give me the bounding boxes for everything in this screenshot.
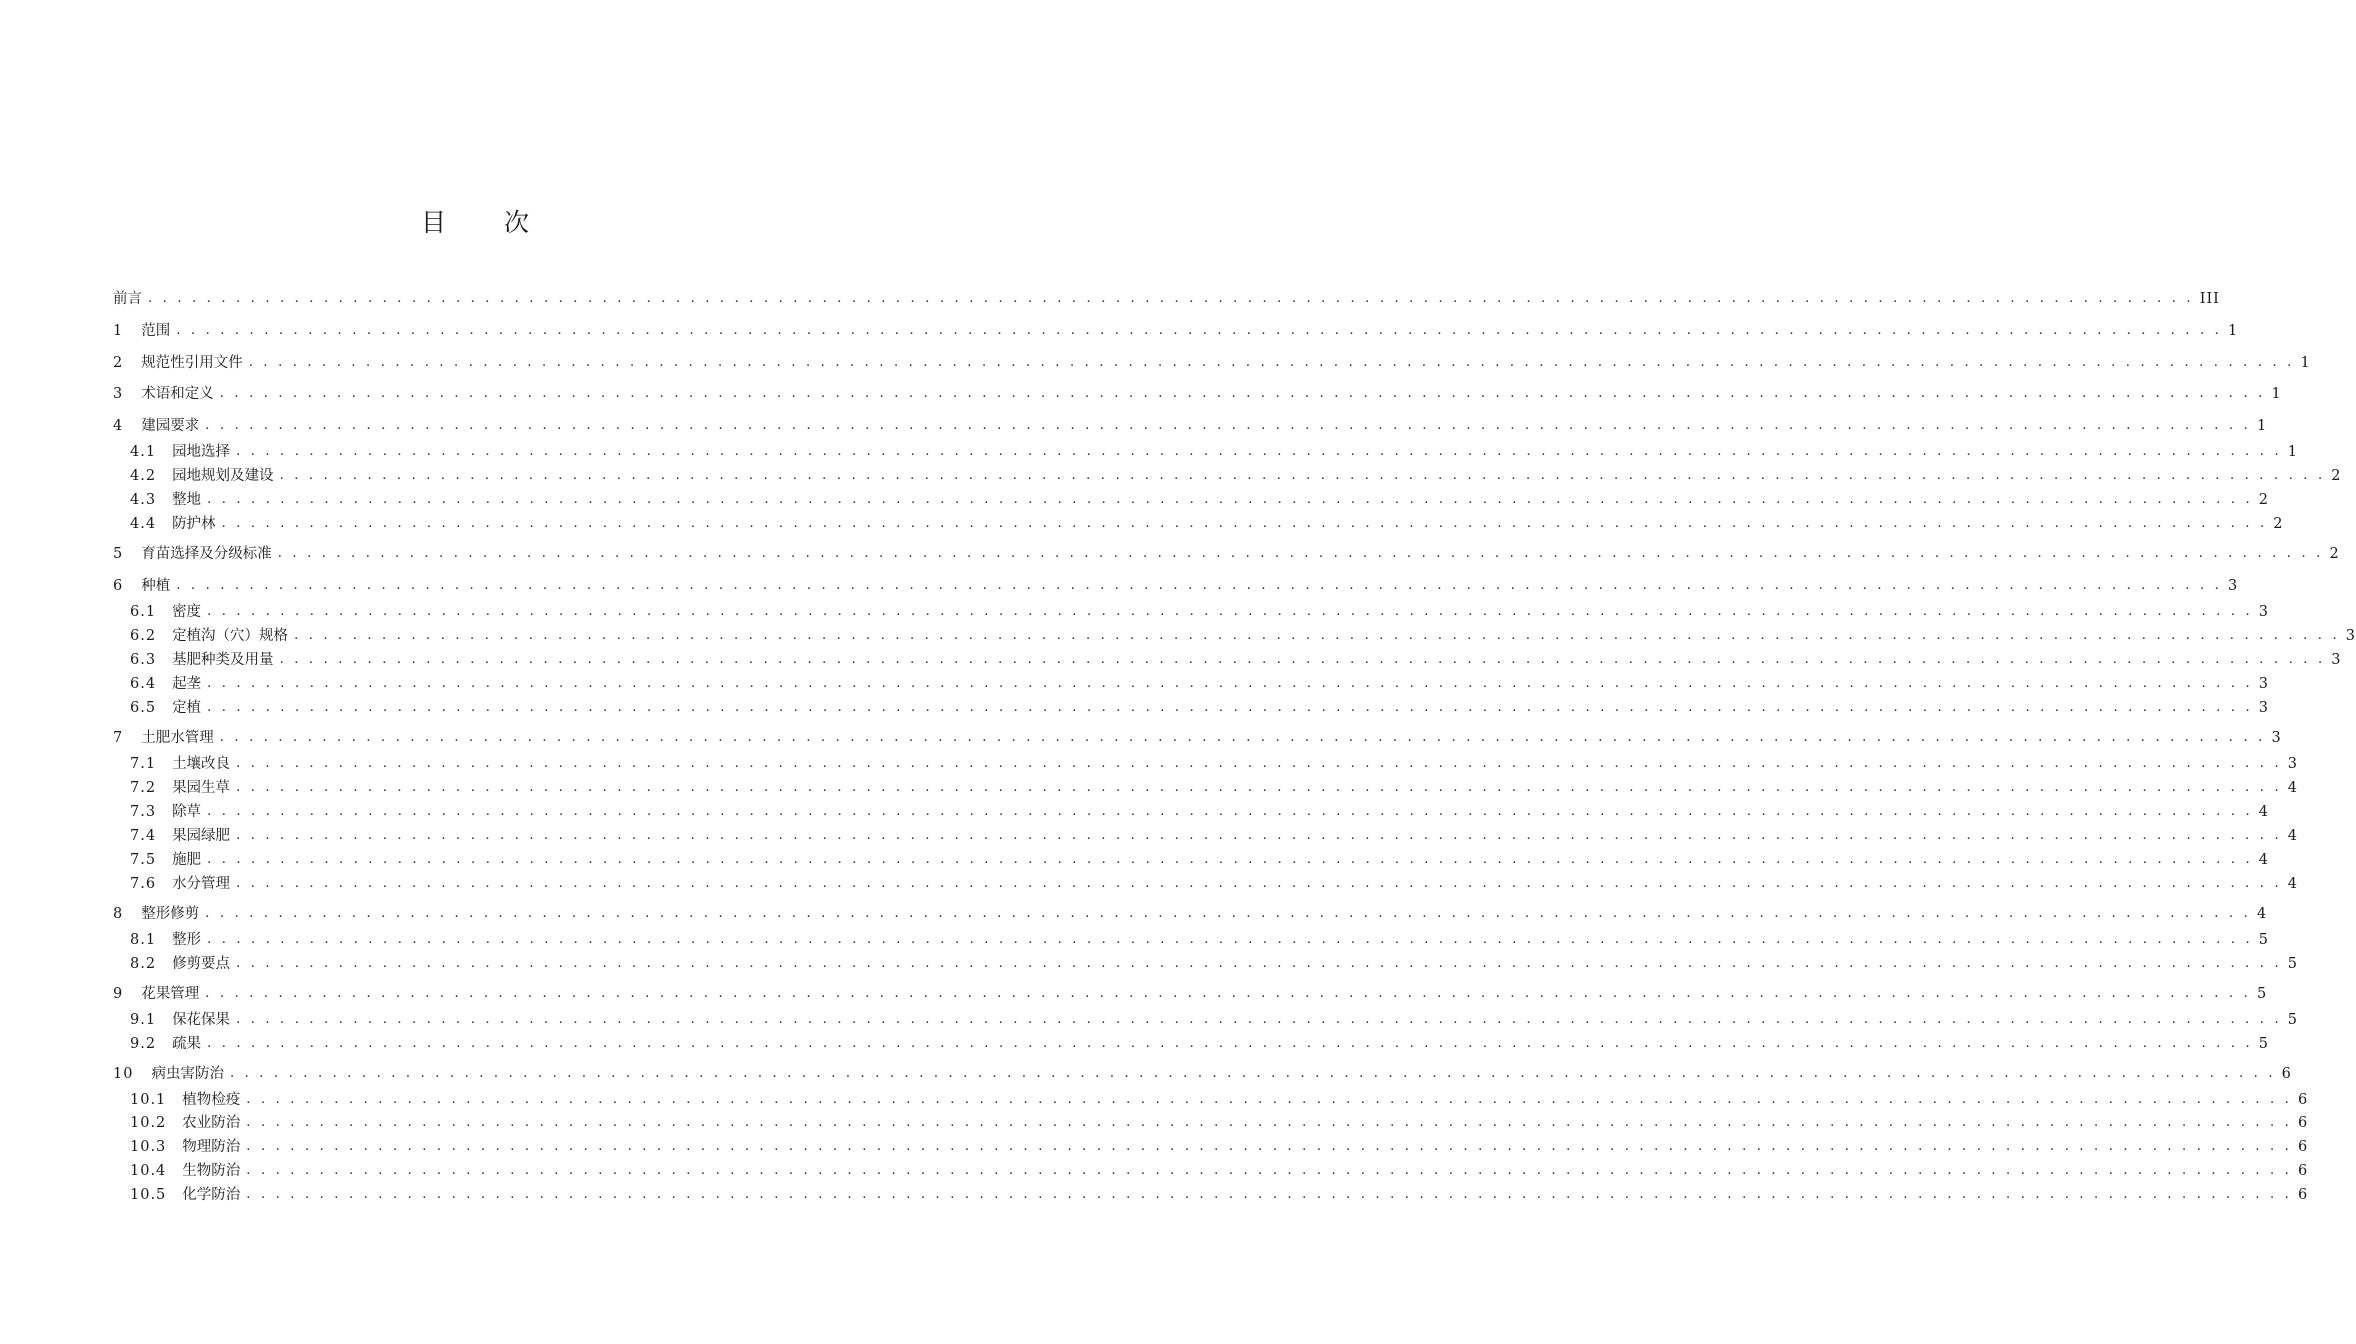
toc-entry-page: 1 [2256, 418, 2268, 434]
toc-entry-label: 土壤改良 [172, 756, 231, 772]
dot-leader: . . . . . . . . . . . . . . . . . . . . . . . . . . . . . . . . . . . . . . . . . . . . . . . . . . . . . . . . . . . . . . . . . . . . . . . . . . . . . . . . . . . . . . . . . . . . . . . . . . . . . . . . . . . . . . . . . . . . . . . . . . . . . . . . . . . . . . . . . . . . [176, 578, 2222, 593]
toc-entry-label: 定植 [172, 700, 202, 716]
toc-entry-page: 1 [2287, 444, 2299, 460]
toc-entry-page: 3 [2258, 700, 2270, 716]
toc-entry-label: 修剪要点 [172, 956, 231, 972]
toc-entry-number: 7.1 [130, 756, 157, 772]
toc-entry-number: 4.4 [130, 516, 157, 532]
dot-leader: . . . . . . . . . . . . . . . . . . . . . . . . . . . . . . . . . . . . . . . . . . . . . . . . . . . . . . . . . . . . . . . . . . . . . . . . . . . . . . . . . . . . . . . . . . . . . . . . . . . . . . . . . . . . . . . . . . . . . . . . . . . . . . . . . . . . . . . . . . . . [246, 1092, 2293, 1107]
toc-entry[interactable] [113, 384, 2282, 404]
toc-entry-label: 前言 [113, 291, 142, 307]
dot-leader: . . . . . . . . . . . . . . . . . . . . . . . . . . . . . . . . . . . . . . . . . . . . . . . . . . . . . . . . . . . . . . . . . . . . . . . . . . . . . . . . . . . . . . . . . . . . . . . . . . . . . . . . . . . . . . . . . . . . . . . . . . . . . . . . . . . . . . . . . . . . [207, 852, 2253, 867]
toc-entry-page: 6 [2298, 1115, 2309, 1131]
toc-entry-label: 保花保果 [172, 1012, 231, 1028]
dot-leader: . . . . . . . . . . . . . . . . . . . . . . . . . . . . . . . . . . . . . . . . . . . . . . . . . . . . . . . . . . . . . . . . . . . . . . . . . . . . . . . . . . . . . . . . . . . . . . . . . . . . . . . . . . . . . . . . . . . . . . . . . . . . . . . . . . . . . . . . . . . . [148, 291, 2194, 306]
toc-entry-page: 6 [2281, 1066, 2292, 1082]
toc-entry-label: 整地 [172, 492, 202, 508]
toc-entry-page: 3 [2345, 628, 2356, 644]
toc-entry[interactable] [130, 490, 2270, 510]
toc-entry[interactable] [130, 1137, 2309, 1157]
toc-entry[interactable] [130, 850, 2270, 870]
toc-entry-label: 农业防治 [182, 1115, 241, 1131]
dot-leader: . . . . . . . . . . . . . . . . . . . . . . . . . . . . . . . . . . . . . . . . . . . . . . . . . . . . . . . . . . . . . . . . . . . . . . . . . . . . . . . . . . . . . . . . . . . . . . . . . . . . . . . . . . . . . . . . . . . . . . . . . . . . . . . . . . . . . . . . . . . . [248, 355, 2295, 370]
toc-entry-label: 基肥种类及用量 [172, 652, 274, 668]
toc-entry-number: 6.5 [130, 700, 157, 716]
toc-entry-number: 6 [113, 578, 124, 594]
toc-entry-label: 物理防治 [182, 1139, 241, 1155]
toc-entry-number: 8.1 [130, 932, 157, 948]
toc-entry[interactable] [130, 954, 2299, 974]
page-title-right: 次 [504, 208, 530, 237]
toc-entry[interactable] [113, 321, 2239, 341]
toc-entry-page: 4 [2287, 780, 2299, 796]
dot-leader: . . . . . . . . . . . . . . . . . . . . . . . . . . . . . . . . . . . . . . . . . . . . . . . . . . . . . . . . . . . . . . . . . . . . . . . . . . . . . . . . . . . . . . . . . . . . . . . . . . . . . . . . . . . . . . . . . . . . . . . . . . . . . . . . . . . . . . . . . . . . [279, 468, 2326, 483]
toc-entry-number: 4.2 [130, 468, 157, 484]
toc-entry[interactable] [113, 904, 2268, 924]
dot-leader: . . . . . . . . . . . . . . . . . . . . . . . . . . . . . . . . . . . . . . . . . . . . . . . . . . . . . . . . . . . . . . . . . . . . . . . . . . . . . . . . . . . . . . . . . . . . . . . . . . . . . . . . . . . . . . . . . . . . . . . . . . . . . . . . . . . . . . . . . . . . [236, 1012, 2282, 1027]
toc-entry-number: 8.2 [130, 956, 157, 972]
toc-entry-page: 5 [2287, 956, 2299, 972]
dot-leader: . . . . . . . . . . . . . . . . . . . . . . . . . . . . . . . . . . . . . . . . . . . . . . . . . . . . . . . . . . . . . . . . . . . . . . . . . . . . . . . . . . . . . . . . . . . . . . . . . . . . . . . . . . . . . . . . . . . . . . . . . . . . . . . . . . . . . . . . . . . . [205, 986, 2251, 1001]
toc-entry-label: 花果管理 [141, 986, 200, 1002]
toc-entry-label: 规范性引用文件 [141, 355, 243, 371]
toc-entry-page: 6 [2298, 1163, 2309, 1179]
toc-entry-label: 防护林 [172, 516, 216, 532]
toc-entry[interactable] [130, 1113, 2309, 1133]
toc-entry-number: 6.2 [130, 628, 157, 644]
toc-entry[interactable] [130, 514, 2284, 534]
toc-entry-label: 疏果 [172, 1036, 202, 1052]
toc-entry-label: 定植沟（穴）规格 [172, 628, 289, 644]
dot-leader: . . . . . . . . . . . . . . . . . . . . . . . . . . . . . . . . . . . . . . . . . . . . . . . . . . . . . . . . . . . . . . . . . . . . . . . . . . . . . . . . . . . . . . . . . . . . . . . . . . . . . . . . . . . . . . . . . . . . . . . . . . . . . . . . . . . . . . . . . . . . [207, 1036, 2253, 1051]
toc-entry-label: 术语和定义 [141, 386, 214, 402]
dot-leader: . . . . . . . . . . . . . . . . . . . . . . . . . . . . . . . . . . . . . . . . . . . . . . . . . . . . . . . . . . . . . . . . . . . . . . . . . . . . . . . . . . . . . . . . . . . . . . . . . . . . . . . . . . . . . . . . . . . . . . . . . . . . . . . . . . . . . . . . . . . . [207, 492, 2253, 507]
toc-entry-label: 范围 [141, 323, 171, 339]
toc-entry[interactable] [130, 1161, 2309, 1181]
toc-entry-page: 3 [2331, 652, 2342, 668]
toc-entry[interactable] [130, 826, 2299, 846]
toc-entry-page: 1 [2300, 355, 2311, 371]
toc-entry-page: 4 [2258, 804, 2270, 820]
toc-entry-label: 化学防治 [182, 1187, 241, 1203]
toc-entry[interactable] [130, 602, 2270, 622]
toc-entry-label: 土肥水管理 [141, 730, 214, 746]
toc-entry[interactable] [130, 778, 2299, 798]
toc-entry-number: 10.3 [130, 1139, 167, 1155]
toc-entry-label: 果园绿肥 [172, 828, 231, 844]
toc-entry[interactable] [130, 1185, 2309, 1205]
toc-entry-number: 7.3 [130, 804, 157, 820]
toc-entry-page: 5 [2258, 1036, 2270, 1052]
dot-leader: . . . . . . . . . . . . . . . . . . . . . . . . . . . . . . . . . . . . . . . . . . . . . . . . . . . . . . . . . . . . . . . . . . . . . . . . . . . . . . . . . . . . . . . . . . . . . . . . . . . . . . . . . . . . . . . . . . . . . . . . . . . . . . . . . . . . . . . . . . . . [236, 756, 2282, 771]
dot-leader: . . . . . . . . . . . . . . . . . . . . . . . . . . . . . . . . . . . . . . . . . . . . . . . . . . . . . . . . . . . . . . . . . . . . . . . . . . . . . . . . . . . . . . . . . . . . . . . . . . . . . . . . . . . . . . . . . . . . . . . . . . . . . . . . . . . . . . . . . . . . [176, 323, 2222, 338]
toc-entry-number: 4.1 [130, 444, 157, 460]
toc-entry-page: 5 [2256, 986, 2268, 1002]
toc-entry-number: 7.5 [130, 852, 157, 868]
dot-leader: . . . . . . . . . . . . . . . . . . . . . . . . . . . . . . . . . . . . . . . . . . . . . . . . . . . . . . . . . . . . . . . . . . . . . . . . . . . . . . . . . . . . . . . . . . . . . . . . . . . . . . . . . . . . . . . . . . . . . . . . . . . . . . . . . . . . . . . . . . . . [207, 932, 2253, 947]
toc-entry-number: 7 [113, 730, 124, 746]
toc-entry[interactable] [113, 289, 2220, 309]
toc-entry[interactable] [130, 1010, 2299, 1030]
toc-entry[interactable] [130, 442, 2299, 462]
dot-leader: . . . . . . . . . . . . . . . . . . . . . . . . . . . . . . . . . . . . . . . . . . . . . . . . . . . . . . . . . . . . . . . . . . . . . . . . . . . . . . . . . . . . . . . . . . . . . . . . . . . . . . . . . . . . . . . . . . . . . . . . . . . . . . . . . . . . . . . . . . . . [246, 1115, 2293, 1130]
dot-leader: . . . . . . . . . . . . . . . . . . . . . . . . . . . . . . . . . . . . . . . . . . . . . . . . . . . . . . . . . . . . . . . . . . . . . . . . . . . . . . . . . . . . . . . . . . . . . . . . . . . . . . . . . . . . . . . . . . . . . . . . . . . . . . . . . . . . . . . . . . . . [207, 676, 2253, 691]
toc-entry-page: 2 [2331, 468, 2342, 484]
toc-entry-number: 2 [113, 355, 124, 371]
dot-leader: . . . . . . . . . . . . . . . . . . . . . . . . . . . . . . . . . . . . . . . . . . . . . . . . . . . . . . . . . . . . . . . . . . . . . . . . . . . . . . . . . . . . . . . . . . . . . . . . . . . . . . . . . . . . . . . . . . . . . . . . . . . . . . . . . . . . . . . . . . . . [246, 1139, 2293, 1154]
toc-entry-number: 9.1 [130, 1012, 157, 1028]
toc-entry[interactable] [113, 353, 2311, 373]
toc-entry-number: 1 [113, 323, 124, 339]
toc-entry-page: 5 [2258, 932, 2270, 948]
toc-entry-number: 10 [113, 1066, 134, 1082]
toc-entry-page: 2 [2329, 546, 2340, 562]
toc-entry-label: 施肥 [172, 852, 202, 868]
dot-leader: . . . . . . . . . . . . . . . . . . . . . . . . . . . . . . . . . . . . . . . . . . . . . . . . . . . . . . . . . . . . . . . . . . . . . . . . . . . . . . . . . . . . . . . . . . . . . . . . . . . . . . . . . . . . . . . . . . . . . . . . . . . . . . . . . . . . . . . . . . . . [219, 386, 2266, 401]
dot-leader: . . . . . . . . . . . . . . . . . . . . . . . . . . . . . . . . . . . . . . . . . . . . . . . . . . . . . . . . . . . . . . . . . . . . . . . . . . . . . . . . . . . . . . . . . . . . . . . . . . . . . . . . . . . . . . . . . . . . . . . . . . . . . . . . . . . . . . . . . . . . [294, 628, 2340, 643]
toc-entry-number: 7.2 [130, 780, 157, 796]
toc-entry-label: 园地选择 [172, 444, 231, 460]
toc-entry-number: 7.4 [130, 828, 157, 844]
toc-entry-page: 4 [2287, 876, 2299, 892]
page-title-left: 目 [420, 208, 446, 237]
toc-entry-label: 除草 [172, 804, 202, 820]
dot-leader: . . . . . . . . . . . . . . . . . . . . . . . . . . . . . . . . . . . . . . . . . . . . . . . . . . . . . . . . . . . . . . . . . . . . . . . . . . . . . . . . . . . . . . . . . . . . . . . . . . . . . . . . . . . . . . . . . . . . . . . . . . . . . . . . . . . . . . . . . . . . [236, 444, 2282, 459]
toc-entry-label: 生物防治 [182, 1163, 241, 1179]
toc-entry-number: 10.4 [130, 1163, 167, 1179]
dot-leader: . . . . . . . . . . . . . . . . . . . . . . . . . . . . . . . . . . . . . . . . . . . . . . . . . . . . . . . . . . . . . . . . . . . . . . . . . . . . . . . . . . . . . . . . . . . . . . . . . . . . . . . . . . . . . . . . . . . . . . . . . . . . . . . . . . . . . . . . . . . . [207, 804, 2253, 819]
toc-entry-number: 10.2 [130, 1115, 167, 1131]
toc-entry-number: 5 [113, 546, 124, 562]
toc-entry-page: 2 [2258, 492, 2270, 508]
toc-entry[interactable] [130, 802, 2270, 822]
toc-entry[interactable] [130, 1090, 2309, 1110]
dot-leader: . . . . . . . . . . . . . . . . . . . . . . . . . . . . . . . . . . . . . . . . . . . . . . . . . . . . . . . . . . . . . . . . . . . . . . . . . . . . . . . . . . . . . . . . . . . . . . . . . . . . . . . . . . . . . . . . . . . . . . . . . . . . . . . . . . . . . . . . . . . . [205, 418, 2251, 433]
dot-leader: . . . . . . . . . . . . . . . . . . . . . . . . . . . . . . . . . . . . . . . . . . . . . . . . . . . . . . . . . . . . . . . . . . . . . . . . . . . . . . . . . . . . . . . . . . . . . . . . . . . . . . . . . . . . . . . . . . . . . . . . . . . . . . . . . . . . . . . . . . . . [236, 828, 2282, 843]
toc-entry[interactable] [130, 874, 2299, 894]
toc-entry-number: 6.1 [130, 604, 157, 620]
dot-leader: . . . . . . . . . . . . . . . . . . . . . . . . . . . . . . . . . . . . . . . . . . . . . . . . . . . . . . . . . . . . . . . . . . . . . . . . . . . . . . . . . . . . . . . . . . . . . . . . . . . . . . . . . . . . . . . . . . . . . . . . . . . . . . . . . . . . . . . . . . . . [219, 730, 2266, 745]
toc-entry-number: 6.4 [130, 676, 157, 692]
toc-entry[interactable] [130, 650, 2342, 670]
toc-entry[interactable] [130, 698, 2270, 718]
toc-entry-label: 整形 [172, 932, 202, 948]
toc-entry[interactable] [130, 930, 2270, 950]
toc-entry-page: 4 [2287, 828, 2299, 844]
toc-entry-label: 园地规划及建设 [172, 468, 274, 484]
toc-entry-page: 5 [2287, 1012, 2299, 1028]
toc-entry-page: 3 [2227, 578, 2239, 594]
dot-leader: . . . . . . . . . . . . . . . . . . . . . . . . . . . . . . . . . . . . . . . . . . . . . . . . . . . . . . . . . . . . . . . . . . . . . . . . . . . . . . . . . . . . . . . . . . . . . . . . . . . . . . . . . . . . . . . . . . . . . . . . . . . . . . . . . . . . . . . . . . . . [229, 1066, 2276, 1081]
toc-entry-page: 3 [2287, 756, 2299, 772]
dot-leader: . . . . . . . . . . . . . . . . . . . . . . . . . . . . . . . . . . . . . . . . . . . . . . . . . . . . . . . . . . . . . . . . . . . . . . . . . . . . . . . . . . . . . . . . . . . . . . . . . . . . . . . . . . . . . . . . . . . . . . . . . . . . . . . . . . . . . . . . . . . . [205, 906, 2251, 921]
toc-entry-number: 9.2 [130, 1036, 157, 1052]
toc-entry-page: 3 [2258, 604, 2270, 620]
dot-leader: . . . . . . . . . . . . . . . . . . . . . . . . . . . . . . . . . . . . . . . . . . . . . . . . . . . . . . . . . . . . . . . . . . . . . . . . . . . . . . . . . . . . . . . . . . . . . . . . . . . . . . . . . . . . . . . . . . . . . . . . . . . . . . . . . . . . . . . . . . . . [236, 956, 2282, 971]
toc-entry-page: 6 [2298, 1187, 2309, 1203]
toc-entry-number: 10.1 [130, 1092, 167, 1108]
toc-entry-number: 7.6 [130, 876, 157, 892]
toc-entry-number: 8 [113, 906, 124, 922]
dot-leader: . . . . . . . . . . . . . . . . . . . . . . . . . . . . . . . . . . . . . . . . . . . . . . . . . . . . . . . . . . . . . . . . . . . . . . . . . . . . . . . . . . . . . . . . . . . . . . . . . . . . . . . . . . . . . . . . . . . . . . . . . . . . . . . . . . . . . . . . . . . . [207, 700, 2253, 715]
toc-entry[interactable] [130, 754, 2299, 774]
toc-entry-label: 种植 [141, 578, 171, 594]
toc-entry-page: 3 [2258, 676, 2270, 692]
toc-entry-number: 6.3 [130, 652, 157, 668]
toc-entry-page: III [2199, 291, 2220, 307]
page-title [0, 203, 950, 239]
toc-entry-page: 3 [2271, 730, 2282, 746]
toc-entry-page: 6 [2298, 1139, 2309, 1155]
dot-leader: . . . . . . . . . . . . . . . . . . . . . . . . . . . . . . . . . . . . . . . . . . . . . . . . . . . . . . . . . . . . . . . . . . . . . . . . . . . . . . . . . . . . . . . . . . . . . . . . . . . . . . . . . . . . . . . . . . . . . . . . . . . . . . . . . . . . . . . . . . . . [246, 1187, 2293, 1202]
dot-leader: . . . . . . . . . . . . . . . . . . . . . . . . . . . . . . . . . . . . . . . . . . . . . . . . . . . . . . . . . . . . . . . . . . . . . . . . . . . . . . . . . . . . . . . . . . . . . . . . . . . . . . . . . . . . . . . . . . . . . . . . . . . . . . . . . . . . . . . . . . . . [236, 876, 2282, 891]
dot-leader: . . . . . . . . . . . . . . . . . . . . . . . . . . . . . . . . . . . . . . . . . . . . . . . . . . . . . . . . . . . . . . . . . . . . . . . . . . . . . . . . . . . . . . . . . . . . . . . . . . . . . . . . . . . . . . . . . . . . . . . . . . . . . . . . . . . . . . . . . . . . [207, 604, 2253, 619]
toc-entry-page: 4 [2258, 852, 2270, 868]
toc-entry-label: 病虫害防治 [151, 1066, 224, 1082]
toc-entry[interactable] [113, 576, 2239, 596]
toc-entry[interactable] [130, 674, 2270, 694]
toc-entry[interactable] [113, 416, 2268, 436]
toc-entry-number: 4.3 [130, 492, 157, 508]
toc-entry-label: 水分管理 [172, 876, 231, 892]
toc-entry-label: 植物检疫 [182, 1092, 241, 1108]
toc-entry-number: 3 [113, 386, 124, 402]
toc-entry[interactable] [113, 1064, 2292, 1084]
dot-leader: . . . . . . . . . . . . . . . . . . . . . . . . . . . . . . . . . . . . . . . . . . . . . . . . . . . . . . . . . . . . . . . . . . . . . . . . . . . . . . . . . . . . . . . . . . . . . . . . . . . . . . . . . . . . . . . . . . . . . . . . . . . . . . . . . . . . . . . . . . . . [236, 780, 2282, 795]
toc-entry-page: 1 [2271, 386, 2282, 402]
dot-leader: . . . . . . . . . . . . . . . . . . . . . . . . . . . . . . . . . . . . . . . . . . . . . . . . . . . . . . . . . . . . . . . . . . . . . . . . . . . . . . . . . . . . . . . . . . . . . . . . . . . . . . . . . . . . . . . . . . . . . . . . . . . . . . . . . . . . . . . . . . . . [277, 546, 2324, 561]
toc-entry-label: 密度 [172, 604, 202, 620]
dot-leader: . . . . . . . . . . . . . . . . . . . . . . . . . . . . . . . . . . . . . . . . . . . . . . . . . . . . . . . . . . . . . . . . . . . . . . . . . . . . . . . . . . . . . . . . . . . . . . . . . . . . . . . . . . . . . . . . . . . . . . . . . . . . . . . . . . . . . . . . . . . . [279, 652, 2326, 667]
toc-entry[interactable] [130, 1034, 2270, 1054]
toc-entry-page: 2 [2273, 516, 2284, 532]
toc-entry-label: 育苗选择及分级标准 [141, 546, 272, 562]
toc-entry-label: 整形修剪 [141, 906, 200, 922]
toc-entry-number: 10.5 [130, 1187, 167, 1203]
dot-leader: . . . . . . . . . . . . . . . . . . . . . . . . . . . . . . . . . . . . . . . . . . . . . . . . . . . . . . . . . . . . . . . . . . . . . . . . . . . . . . . . . . . . . . . . . . . . . . . . . . . . . . . . . . . . . . . . . . . . . . . . . . . . . . . . . . . . . . . . . . . . [246, 1163, 2293, 1178]
toc-entry[interactable] [113, 728, 2282, 748]
toc-entry-number: 4 [113, 418, 124, 434]
toc-entry[interactable] [130, 466, 2342, 486]
toc-entry[interactable] [113, 544, 2340, 564]
toc-entry-label: 建园要求 [141, 418, 200, 434]
toc-entry-page: 6 [2298, 1092, 2309, 1108]
toc-entry-page: 1 [2227, 323, 2239, 339]
toc-entry-number: 9 [113, 986, 124, 1002]
toc-entry-label: 果园生草 [172, 780, 231, 796]
dot-leader: . . . . . . . . . . . . . . . . . . . . . . . . . . . . . . . . . . . . . . . . . . . . . . . . . . . . . . . . . . . . . . . . . . . . . . . . . . . . . . . . . . . . . . . . . . . . . . . . . . . . . . . . . . . . . . . . . . . . . . . . . . . . . . . . . . . . . . . . . . . . [221, 516, 2268, 531]
toc-entry[interactable] [130, 626, 2356, 646]
toc-entry[interactable] [113, 984, 2268, 1004]
toc-entry-label: 起垄 [172, 676, 202, 692]
toc-entry-page: 4 [2256, 906, 2268, 922]
